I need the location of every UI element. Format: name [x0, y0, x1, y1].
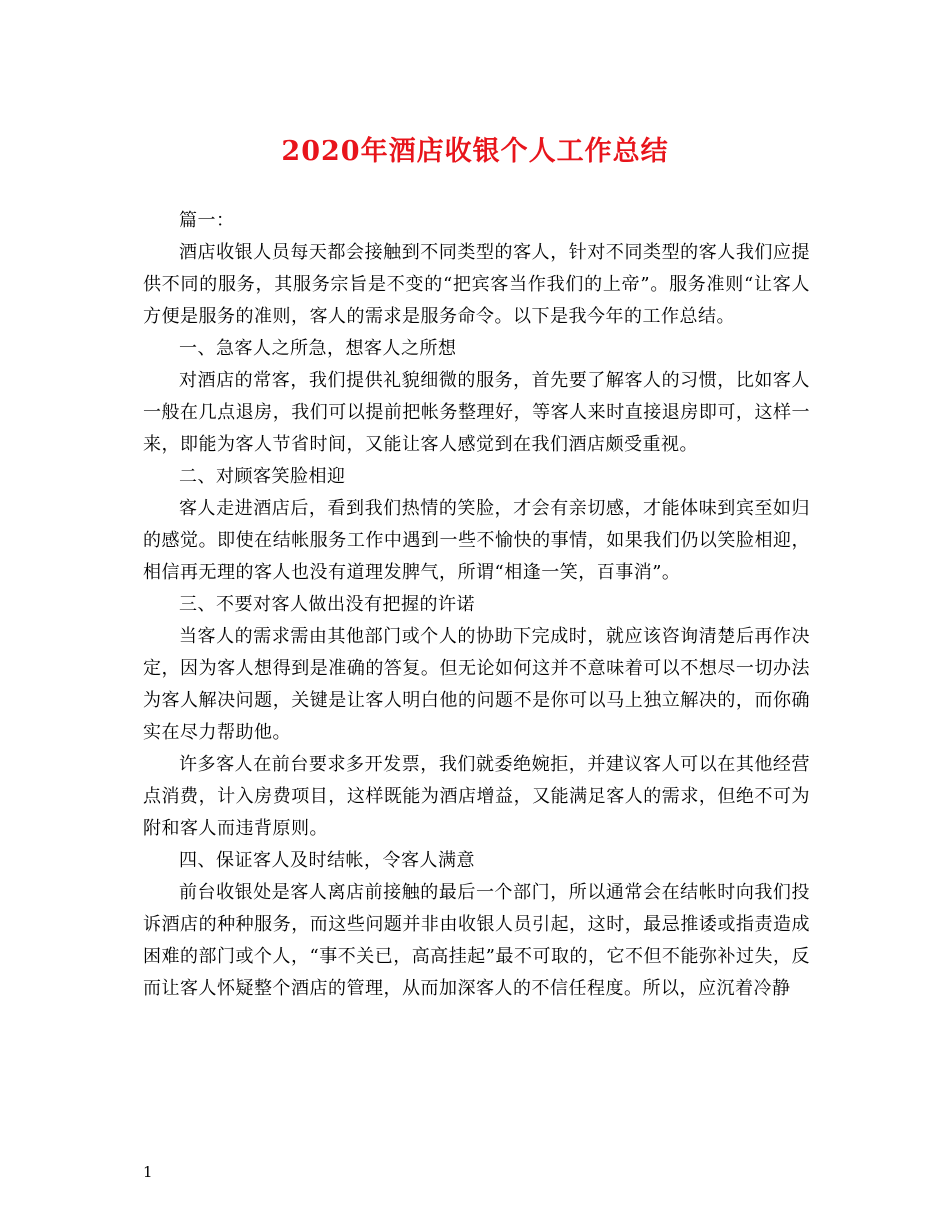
heading-three: 三、不要对客人做出没有把握的许诺 — [179, 594, 475, 615]
heading-two: 二、对顾客笑脸相迎 — [179, 466, 346, 487]
document-body — [143, 205, 810, 1005]
section-label: 篇一： — [179, 210, 235, 231]
paragraph-four: 前台收银处是客人离店前接触的最后一个部门，所以通常会在结帐时向我们投诉酒店的种种服务，而这些问题并非由收银人员引起，这时，最忌推诿或指责造成困难的部门或个人，“事不关已，高高挂起”最不可取的，它不但不能弥补过失，反而让客人怀疑整个酒店的管理，从而加深客人的不信任程度。所以，应沉着冷静 — [143, 882, 810, 999]
paragraph-two: 客人走进酒店后，看到我们热情的笑脸，才会有亲切感，才能体味到宾至如归的感觉。即使在结帐服务工作中遇到一些不愉快的事情，如果我们仍以笑脸相迎，相信再无理的客人也没有道理发脾气，所谓“相逢一笑，百事消”。 — [143, 498, 810, 583]
heading-four: 四、保证客人及时结帐，令客人满意 — [179, 850, 475, 871]
paragraph-one: 对酒店的常客，我们提供礼貌细微的服务，首先要了解客人的习惯，比如客人一般在几点退房，我们可以提前把帐务整理好，等客人来时直接退房即可，这样一来，即能为客人节省时间，又能让客人感觉到在我们酒店颇受重视。 — [143, 370, 810, 455]
page-number: 1 — [143, 1163, 153, 1181]
document-title: 2020年酒店收银个人工作总结 — [281, 136, 669, 167]
paragraph-three: 当客人的需求需由其他部门或个人的协助下完成时，就应该咨询清楚后再作决定，因为客人想得到是准确的答复。但无论如何这并不意味着可以不想尽一切办法为客人解决问题，关键是让客人明白他的问题不是你可以马上独立解决的，而你确实在尽力帮助他。 — [143, 626, 810, 743]
paragraph-three-b: 许多客人在前台要求多开发票，我们就委绝婉拒，并建议客人可以在其他经营点消费，计入房费项目，这样既能为酒店增益，又能满足客人的需求，但绝不可为附和客人而违背原则。 — [143, 754, 810, 839]
heading-one: 一、急客人之所急，想客人之所想 — [179, 338, 457, 359]
intro-paragraph: 酒店收银人员每天都会接触到不同类型的客人，针对不同类型的客人我们应提供不同的服务，其服务宗旨是不变的“把宾客当作我们的上帝”。服务准则“让客人方便是服务的准则，客人的需求是服务命令。以下是我今年的工作总结。 — [143, 242, 810, 327]
